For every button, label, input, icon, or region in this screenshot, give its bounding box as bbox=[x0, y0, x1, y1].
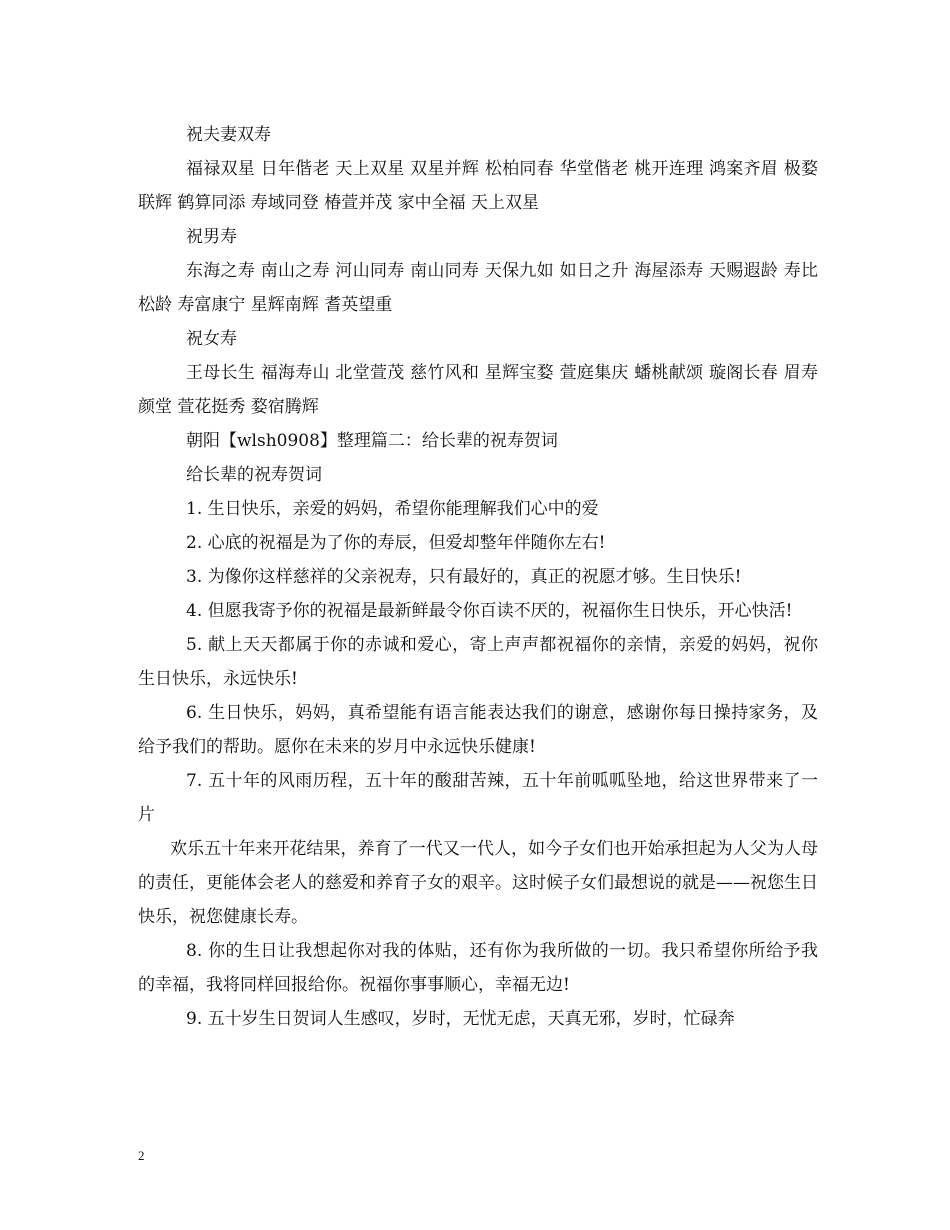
wish-item-6: 6. 生日快乐，妈妈，真希望能有语言能表达我们的谢意，感谢你每日操持家务，及给予我们的帮助。愿你在未来的岁月中永远快乐健康! bbox=[138, 703, 818, 757]
wish-item-4: 4. 但愿我寄予你的祝福是最新鲜最令你百读不厌的，祝福你生日快乐，开心快活! bbox=[186, 601, 793, 621]
wish-item-2: 2. 心底的祝福是为了你的寿辰，但爱却整年伴随你左右! bbox=[186, 533, 606, 553]
subheading-elder-wishes: 给长辈的祝寿贺词 bbox=[186, 465, 322, 485]
wish-item-5: 5. 献上天天都属于你的赤诚和爱心，寄上声声都祝福你的亲情，亲爱的妈妈，祝你生日快乐，永远快乐! bbox=[138, 635, 818, 689]
wish-item-7: 7. 五十年的风雨历程，五十年的酸甜苦辣，五十年前呱呱坠地，给这世界带来了一片 bbox=[138, 771, 818, 825]
heading-male-longevity: 祝男寿 bbox=[186, 227, 237, 247]
page-number: 2 bbox=[138, 1148, 145, 1163]
phrases-couple: 福禄双星 日年偕老 天上双星 双星并辉 松柏同春 华堂偕老 桃开连理 鸿案齐眉 极婺联辉 鹤算同添 寿域同登 椿萱并茂 家中全福 天上双星 bbox=[138, 159, 818, 213]
wish-item-8: 8. 你的生日让我想起你对我的体贴，还有你为我所做的一切。我只希望你所给予我的幸福，我将同样回报给你。祝福你事事顺心，幸福无边! bbox=[138, 941, 818, 995]
wish-item-3: 3. 为像你这样慈祥的父亲祝寿，只有最好的，真正的祝愿才够。生日快乐! bbox=[186, 567, 742, 587]
wish-item-1: 1. 生日快乐，亲爱的妈妈，希望你能理解我们心中的爱 bbox=[186, 499, 599, 519]
document-body bbox=[138, 118, 818, 1036]
phrases-male: 东海之寿 南山之寿 河山同寿 南山同寿 天保九如 如日之升 海屋添寿 天赐遐龄 寿比松龄 寿富康宁 星辉南辉 耆英望重 bbox=[138, 261, 818, 315]
wish-item-7-continued: 欢乐五十年来开花结果，养育了一代又一代人，如今子女们也开始承担起为人父为人母的责任，更能体会老人的慈爱和养育子女的艰辛。这时候子女们最想说的就是——祝您生日快乐，祝您健康长寿。 bbox=[138, 839, 818, 927]
wish-item-9: 9. 五十岁生日贺词人生感叹，岁时，无忧无虑，天真无邪，岁时，忙碌奔 bbox=[186, 1009, 735, 1029]
heading-female-longevity: 祝女寿 bbox=[186, 329, 237, 349]
section-title-part-two: 朝阳【wlsh0908】整理篇二：给长辈的祝寿贺词 bbox=[186, 431, 558, 451]
phrases-female: 王母长生 福海寿山 北堂萱茂 慈竹风和 星辉宝婺 萱庭集庆 蟠桃献颂 璇阁长春 眉寿颜堂 萱花挺秀 婺宿腾辉 bbox=[138, 363, 818, 417]
heading-couple-longevity: 祝夫妻双寿 bbox=[186, 125, 271, 145]
